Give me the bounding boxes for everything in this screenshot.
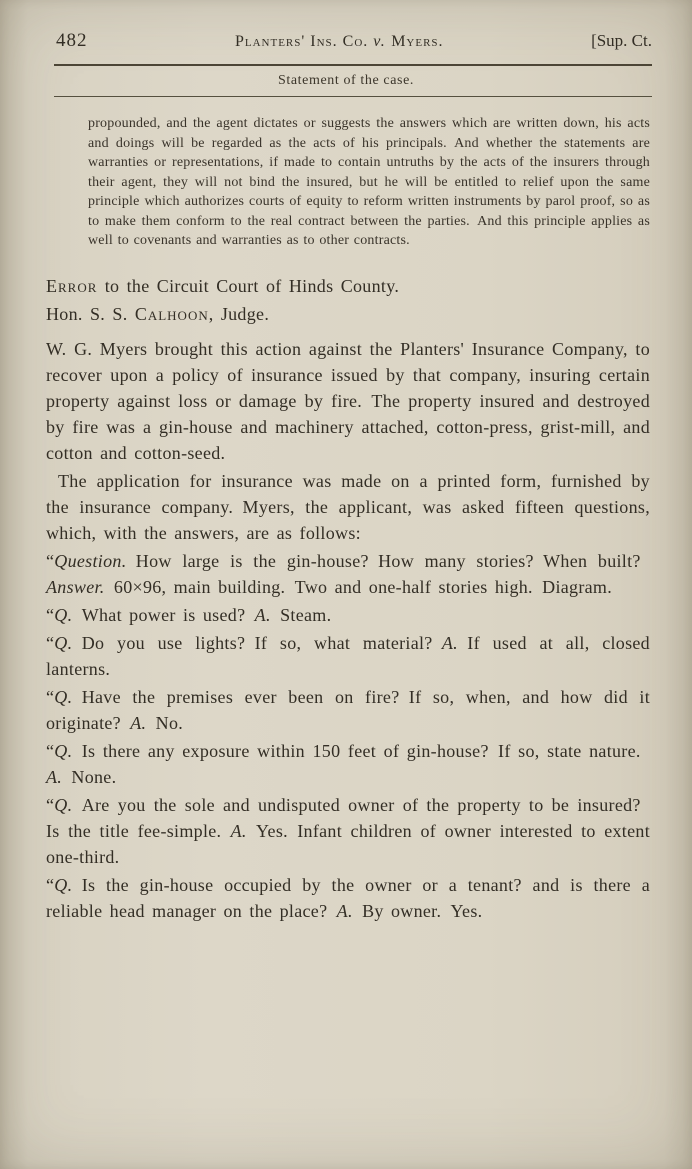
- text-segment: By owner. Yes.: [352, 900, 483, 921]
- text-segment: The application for insurance was made on a printed form, furnished by the insurance company. Myers, the applicant, was asked fifteen questions, which, with the answers, are as follows:: [46, 470, 650, 543]
- para-application: [46, 468, 650, 546]
- text-segment: “: [46, 686, 55, 707]
- text-segment: “: [46, 740, 55, 761]
- text-segment: “: [46, 794, 55, 815]
- text-segment: Steam.: [270, 604, 332, 625]
- text-segment: Q.: [54, 686, 73, 707]
- text-segment: What power is used?: [72, 604, 255, 625]
- text-segment: Q.: [54, 874, 73, 895]
- judge-caption: [46, 301, 650, 327]
- text-segment: Error: [46, 275, 98, 296]
- headnote-paragraph: [88, 114, 650, 251]
- text-segment: v.: [373, 33, 387, 50]
- text-segment: “: [46, 550, 55, 571]
- page-number: 482: [56, 30, 88, 51]
- text-segment: If used at all, closed lanterns.: [46, 632, 650, 679]
- text-segment: Q.: [54, 632, 73, 653]
- text-segment: Hon. S. S.: [46, 303, 135, 324]
- page-header: [0, 0, 692, 52]
- text-segment: Calhoon: [134, 303, 209, 324]
- text-segment: W. G. Myers brought this action against the Planters' Insurance Company, to recover upon a policy of insurance issued by that company, insuring certain property against loss or damage by fire. The property insured and destroyed by fire was a gin-house and machinery attached, cotton-press, grist-mill, and cotton and cotton-seed.: [46, 338, 650, 463]
- text-segment: Planters' Ins. Co.: [234, 33, 374, 50]
- text-segment: Q.: [54, 604, 73, 625]
- text-segment: Q.: [54, 740, 73, 761]
- qa-question-exposure: [46, 738, 650, 790]
- text-segment: Have the premises ever been on fire? If so, when, and how did it originate?: [46, 686, 650, 733]
- running-head: Statement of the case.: [277, 73, 415, 88]
- error-caption: [46, 273, 650, 299]
- text-segment: A.: [254, 604, 271, 625]
- text-segment: “: [46, 604, 55, 625]
- header-title: [88, 33, 592, 51]
- text-segment: Is there any exposure within 150 feet of gin-house? If so, state nature.: [72, 740, 650, 761]
- text-segment: Q.: [54, 794, 73, 815]
- text-segment: A.: [336, 900, 353, 921]
- text-segment: propounded, and the agent dictates or suggests the answers which are written down, his acts and doings will be regarded as the acts of his principals. And whether the statements are warranties or representations, if made to contain untruths by the acts of the insurers through their agent, they will not bind the insured, but he will be entitled to relief upon the same principle which authorizes courts of equity to reform written instruments by parol proof, so as to make them conform to the real contract between the parties. And this principle applies as well to covenants and warranties as to other contracts.: [88, 116, 650, 248]
- text-segment: No.: [146, 712, 184, 733]
- header-court-label: [Sup. Ct.: [591, 31, 652, 50]
- text-segment: Do you use lights? If so, what material?: [72, 632, 442, 653]
- qa-question-tenant: [46, 872, 650, 924]
- para-myers-action: [46, 336, 650, 466]
- text-segment: Question.: [54, 550, 127, 571]
- text-segment: A.: [46, 766, 63, 787]
- text-segment: , Judge.: [208, 303, 270, 324]
- text-segment: to the Circuit Court of Hinds County.: [97, 275, 400, 296]
- qa-question-lights: [46, 630, 650, 682]
- text-segment: “: [46, 874, 55, 895]
- text-segment: A.: [230, 820, 247, 841]
- text-segment: None.: [62, 766, 117, 787]
- body-paragraphs: [0, 97, 692, 924]
- qa-question-size: [46, 548, 650, 600]
- text-segment: Answer.: [46, 576, 105, 597]
- text-segment: A.: [130, 712, 147, 733]
- text-segment: Myers.: [386, 33, 444, 50]
- text-segment: Is the gin-house occupied by the owner or a tenant? and is there a reliable head manager on the place?: [46, 874, 650, 921]
- text-segment: How large is the gin-house? How many stories? When built?: [126, 550, 650, 571]
- qa-question-power: [46, 602, 650, 628]
- text-segment: Are you the sole and undisputed owner of the property to be insured? Is the title fee-simple.: [46, 794, 650, 841]
- text-segment: A.: [441, 632, 458, 653]
- qa-question-owner: [46, 792, 650, 870]
- text-segment: “: [46, 632, 55, 653]
- text-segment: Yes. Infant children of owner interested to extent one-third.: [46, 820, 650, 867]
- qa-question-fire: [46, 684, 650, 736]
- text-segment: 60×96, main building. Two and one-half stories high. Diagram.: [104, 576, 613, 597]
